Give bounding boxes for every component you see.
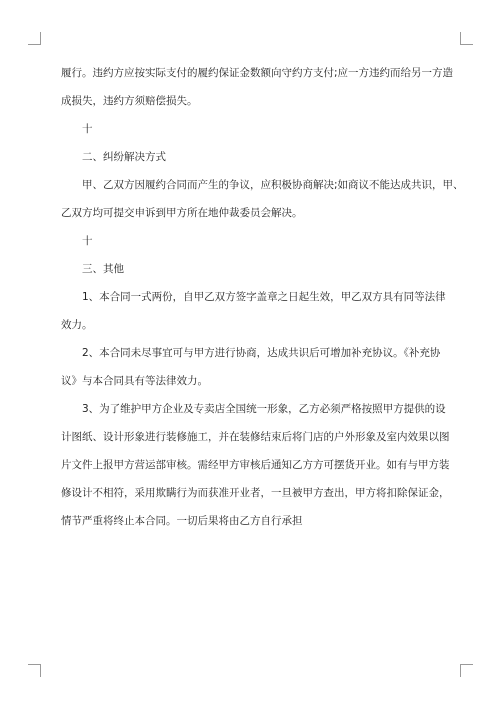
section-mark: 十 (82, 235, 93, 247)
corner-mark-bottom-right (460, 664, 473, 677)
text-line: 1、本合同一式两份，自甲乙双方签字盖章之日起生效，甲乙双方具有同等法律 (82, 291, 446, 303)
corner-mark-top-left (28, 32, 41, 45)
section-mark: 十 (82, 123, 93, 135)
section-heading: 二、纠纷解决方式 (82, 151, 166, 163)
text-line: 2、本合同未尽事宜可与甲方进行协商，达成共识后可增加补充协议。《补充协 (82, 347, 441, 359)
text-line: 3、为了维护甲方企业及专卖店全国统一形象，乙方必须严格按照甲方提供的设 (82, 403, 446, 415)
corner-mark-top-right (460, 32, 473, 45)
text-line: 情节严重将终止本合同。一切后果将由乙方自行承担 (61, 515, 303, 527)
section-heading: 三、其他 (82, 263, 124, 275)
text-line: 履行。违约方应按实际支付的履约保证金数额向守约方支付;应一方违约而给另一方造 (61, 67, 454, 79)
text-line: 甲、乙双方因履约合同而产生的争议，应积极协商解决;如商议不能达成共识，甲、 (82, 179, 464, 191)
text-line: 片文件上报甲方营运部审核。需经甲方审核后通知乙方方可摆货开业。如有与甲方装 (61, 459, 450, 471)
text-line: 修设计不相符，采用欺瞒行为而获准开业者，一旦被甲方查出，甲方将扣除保证金， (61, 487, 450, 499)
text-line: 议》与本合同具有等法律效力。 (61, 375, 208, 387)
corner-mark-bottom-left (28, 664, 41, 677)
text-line: 乙双方均可提交申诉到甲方所在地仲裁委员会解决。 (61, 207, 303, 219)
text-line: 成损失，违约方须赔偿损失。 (61, 95, 198, 107)
text-line: 效力。 (61, 319, 93, 331)
text-line: 计图纸、设计形象进行装修施工，并在装修结束后将门店的户外形象及室内效果以图 (61, 431, 450, 443)
